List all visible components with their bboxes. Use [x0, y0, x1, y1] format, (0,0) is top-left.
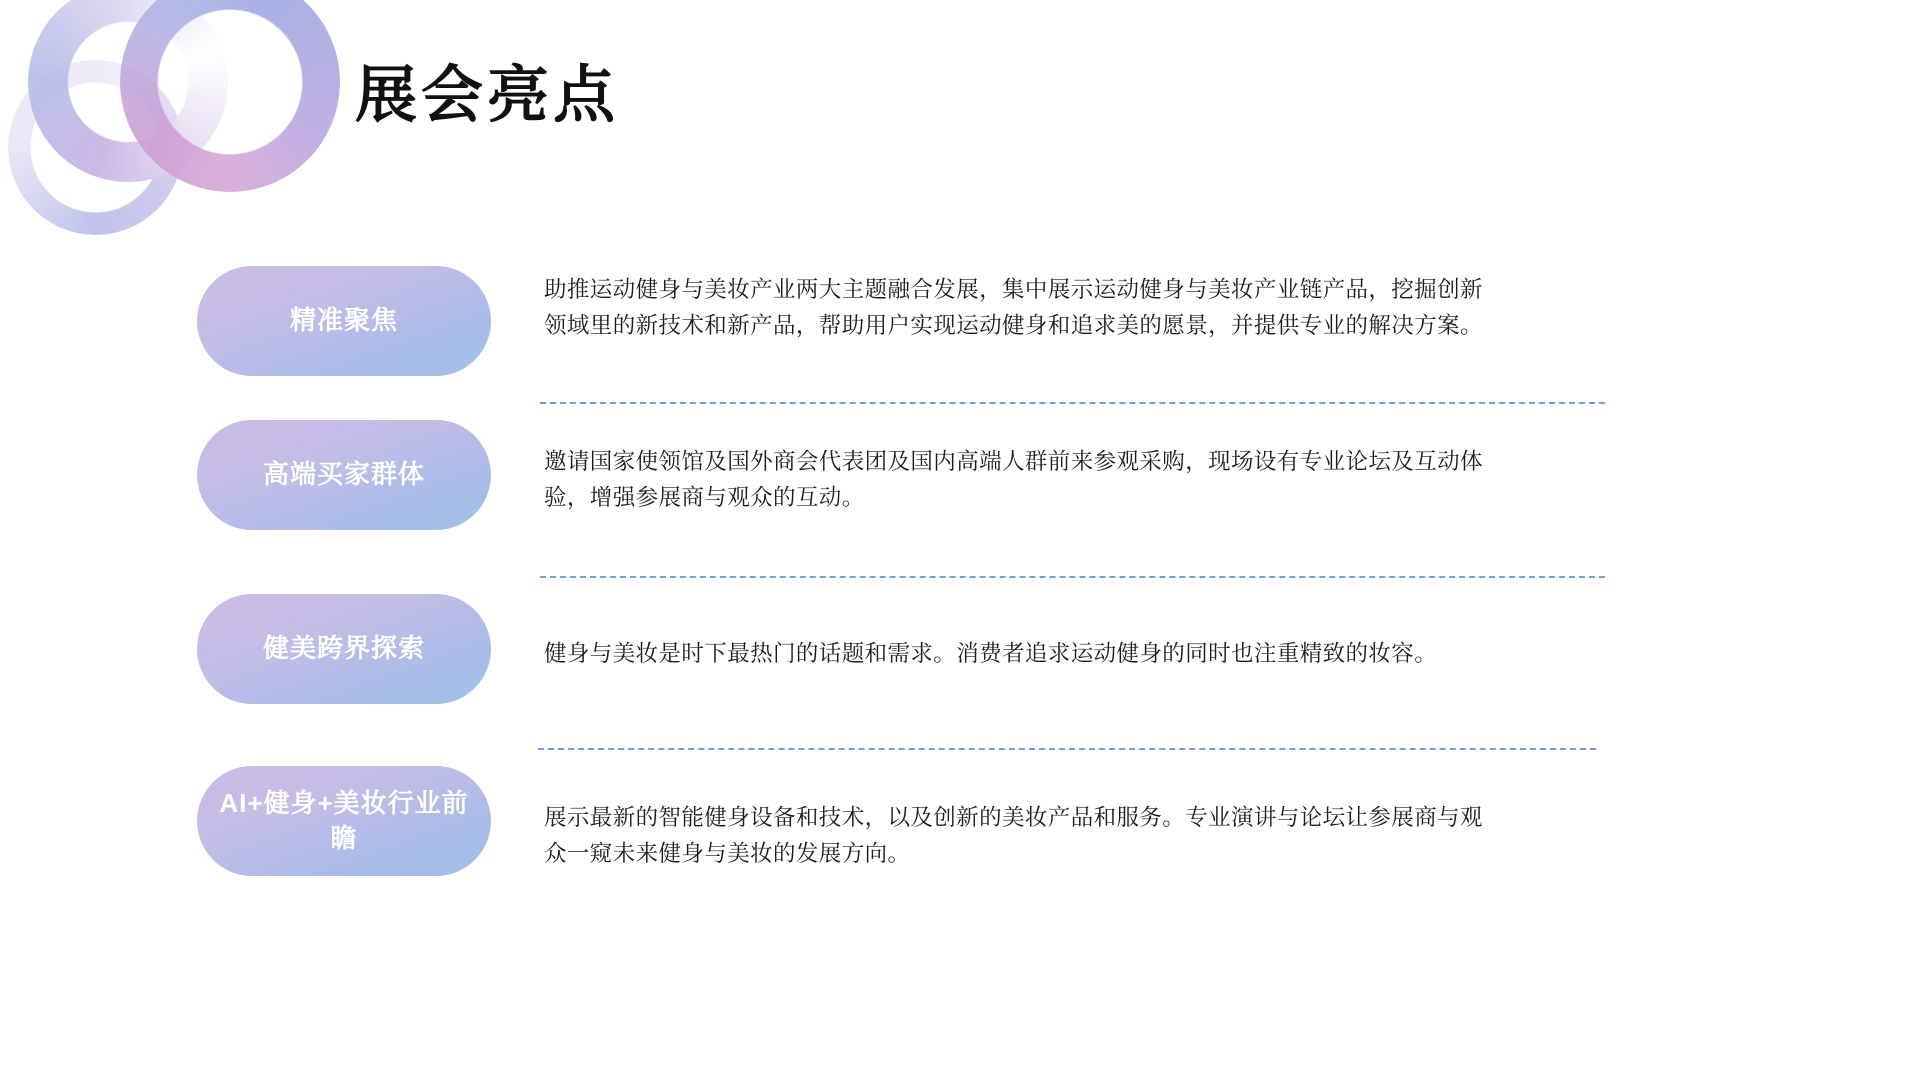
list-item [0, 578, 1920, 704]
highlight-label-3: 健美跨界探索 [197, 594, 491, 704]
highlights-list [0, 252, 1920, 876]
list-item [0, 404, 1920, 530]
decorative-rings-graphic [0, 0, 360, 250]
ring-outer-icon [8, 60, 183, 235]
highlight-text-4: 展示最新的智能健身设备和技术，以及创新的美妆产品和服务。专业演讲与论坛让参展商与观众一窥未来健身与美妆的发展方向。 [544, 805, 1483, 867]
list-item [0, 252, 1920, 376]
highlight-text-1: 助推运动健身与美妆产业两大主题融合发展，集中展示运动健身与美妆产业链产品，挖掘创新领域里的新技术和新产品，帮助用户实现运动健身和追求美的愿景，并提供专业的解决方案。 [544, 277, 1483, 339]
page-title: 展会亮点 [355, 61, 620, 130]
ring-left-icon [28, 0, 228, 182]
highlight-text-2: 邀请国家使领馆及国外商会代表团及国内高端人群前来参观采购，现场设有专业论坛及互动体验，增强参展商与观众的互动。 [544, 449, 1483, 511]
list-item [0, 750, 1920, 876]
highlight-label-2: 高端买家群体 [197, 420, 491, 530]
highlight-text-3: 健身与美妆是时下最热门的话题和需求。消费者追求运动健身的同时也注重精致的妆容。 [544, 641, 1438, 666]
highlight-label-4: AI+健身+美妆行业前瞻 [197, 766, 491, 876]
highlight-label-1: 精准聚焦 [197, 266, 491, 376]
ring-right-icon [120, 0, 340, 192]
